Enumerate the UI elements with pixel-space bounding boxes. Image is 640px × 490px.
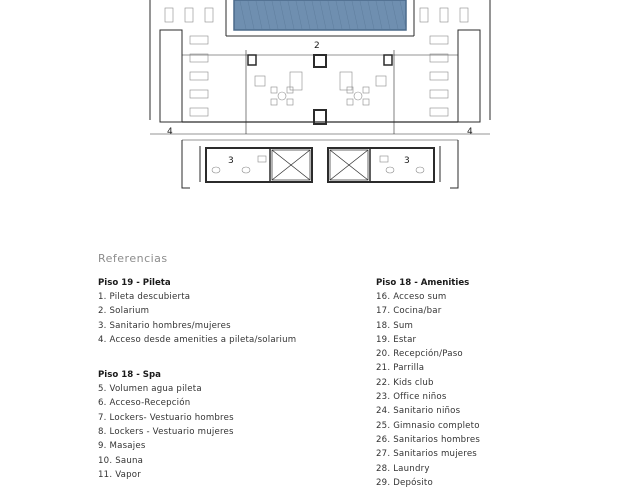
legend-item: 7. Lockers- Vestuario hombres — [98, 412, 234, 423]
sink — [380, 156, 388, 162]
legend-item: 9. Masajes — [98, 441, 146, 452]
sun-lounger — [190, 108, 208, 116]
legend-item: 26. Sanitarios hombres — [376, 434, 481, 445]
chair — [347, 99, 353, 105]
legend-item: 4. Acceso desde amenities a pileta/solarium — [98, 334, 297, 345]
deck-chair — [440, 8, 448, 22]
legend-section — [98, 368, 368, 482]
chair — [363, 87, 369, 93]
label-access-right: 4 — [467, 127, 473, 137]
chair — [287, 99, 293, 105]
chair — [363, 99, 369, 105]
planter — [376, 76, 386, 86]
legend-item: 17. Cocina/bar — [376, 306, 442, 317]
legend — [98, 252, 618, 488]
legend-column-left — [98, 276, 368, 482]
sanitary-block-left — [206, 148, 312, 182]
deck-chair — [185, 8, 193, 22]
pool — [234, 0, 406, 30]
legend-column-right — [376, 276, 616, 490]
section-title: Piso 19 - Pileta — [98, 278, 171, 288]
chair — [271, 99, 277, 105]
daybed — [290, 72, 302, 90]
daybed — [340, 72, 352, 90]
stair-left — [160, 30, 182, 122]
legend-item: 27. Sanitarios mujeres — [376, 449, 477, 460]
floor-plan — [0, 0, 640, 240]
deck-chair — [460, 8, 468, 22]
legend-item: 6. Acceso-Recepción — [98, 398, 191, 409]
sun-lounger — [430, 72, 448, 80]
shaft-right — [330, 150, 368, 180]
deck-chair — [420, 8, 428, 22]
sun-lounger — [430, 90, 448, 98]
deck-chair — [165, 8, 173, 22]
legend-item: 19. Estar — [376, 334, 417, 345]
legend-item: 2. Solarium — [98, 306, 150, 317]
column-right — [384, 55, 392, 65]
sun-lounger — [190, 72, 208, 80]
legend-item: 25. Gimnasio completo — [376, 420, 480, 431]
legend-item: 11. Vapor — [98, 469, 141, 480]
sink — [258, 156, 266, 162]
label-access-left: 4 — [167, 127, 173, 137]
table — [354, 92, 362, 100]
section-title: Piso 18 - Spa — [98, 370, 161, 381]
legend-item: 24. Sanitario niños — [376, 406, 461, 417]
toilet — [242, 167, 250, 173]
legend-item: 22. Kids club — [376, 377, 434, 388]
sun-lounger — [430, 36, 448, 44]
legend-item: 5. Volumen agua pileta — [98, 384, 202, 395]
legend-item: 20. Recepción/Paso — [376, 349, 463, 360]
label-sanitary-left: 3 — [228, 156, 234, 166]
planter — [255, 76, 265, 86]
toilet — [212, 167, 220, 173]
legend-item: 21. Parrilla — [376, 363, 425, 374]
deck-chair — [205, 8, 213, 22]
column-left — [248, 55, 256, 65]
legend-title: Referencias — [98, 252, 168, 265]
shaft-left — [272, 150, 310, 180]
legend-item: 29. Depósito — [376, 477, 433, 488]
sun-lounger — [430, 108, 448, 116]
legend-item: 3. Sanitario hombres/mujeres — [98, 320, 231, 331]
toilet — [386, 167, 394, 173]
label-sanitary-right: 3 — [404, 156, 410, 166]
legend-item: 28. Laundry — [376, 463, 430, 474]
label-pool-area: 2 — [314, 41, 320, 51]
legend-item: 16. Acceso sum — [376, 292, 447, 302]
sun-lounger — [190, 36, 208, 44]
sanitary-block-right — [328, 148, 434, 182]
table — [278, 92, 286, 100]
toilet — [416, 167, 424, 173]
chair — [271, 87, 277, 93]
sun-lounger — [190, 90, 208, 98]
section-title: Piso 18 - Amenities — [376, 278, 470, 288]
stair-right — [458, 30, 480, 122]
legend-section — [98, 276, 368, 347]
legend-item: 18. Sum — [376, 320, 414, 331]
column-center-top — [314, 55, 326, 67]
legend-item: 23. Office niños — [376, 392, 447, 403]
legend-section — [376, 276, 616, 490]
legend-item: 8. Lockers - Vestuario mujeres — [98, 427, 234, 438]
legend-item: 10. Sauna — [98, 455, 144, 466]
legend-item: 1. Pileta descubierta — [98, 292, 191, 302]
